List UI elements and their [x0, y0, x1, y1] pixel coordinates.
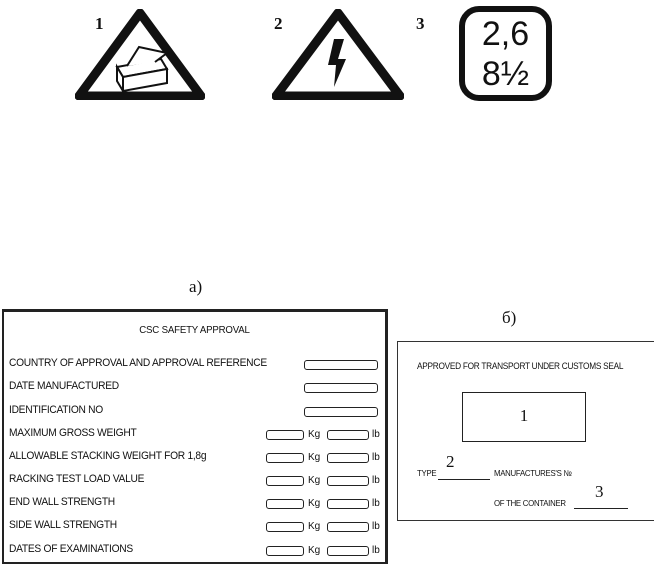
unit-kg: Kg	[308, 521, 321, 532]
sign-3-line2: 8½	[481, 55, 530, 93]
row-label-end-wall: END WALL STRENGTH	[9, 496, 115, 508]
field-box-kg	[266, 522, 304, 532]
field-box-country	[304, 360, 378, 370]
row-label-max-gross-weight: MAXIMUM GROSS WEIGHT	[9, 427, 137, 439]
field-box-kg	[266, 453, 304, 463]
customs-seal-plate	[397, 341, 654, 521]
unit-kg: Kg	[308, 498, 321, 509]
unit-lb: lb	[372, 429, 380, 440]
unit-lb: lb	[372, 452, 380, 463]
type-number: 2	[446, 452, 455, 471]
row-label-stacking-weight: ALLOWABLE STACKING WEIGHT FOR 1,8g	[9, 450, 207, 462]
sign-1-triangle	[75, 9, 205, 100]
field-box-lb	[327, 499, 369, 509]
row-label-dates-examinations: DATES OF EXAMINATIONS	[9, 543, 133, 555]
field-box-lb	[327, 476, 369, 486]
csc-safety-approval-plate	[2, 309, 388, 564]
lightning-bolt-icon	[272, 9, 404, 100]
sign-3-line1: 2,6	[481, 15, 530, 53]
sign-3-number: 3	[416, 14, 425, 33]
unit-kg: Kg	[308, 545, 321, 556]
field-box-lb	[327, 453, 369, 463]
sign-1-number: 1	[95, 14, 104, 33]
field-box-identification	[304, 407, 378, 417]
unit-lb: lb	[372, 521, 380, 532]
sign-2-triangle	[272, 9, 404, 100]
type-underline	[438, 479, 490, 480]
field-box-lb	[327, 522, 369, 532]
row-label-identification: IDENTIFICATION NO	[9, 404, 103, 416]
row-label-date-manufactured: DATE MANUFACTURED	[9, 380, 119, 392]
type-label: TYPE	[417, 468, 437, 478]
open-box-icon	[75, 9, 205, 100]
seal-number-box	[462, 392, 586, 442]
unit-kg: Kg	[308, 452, 321, 463]
container-label: OF THE CONTAINER	[494, 498, 566, 508]
seal-title: APPROVED FOR TRANSPORT UNDER CUSTOMS SEAL	[417, 361, 624, 371]
container-underline	[574, 508, 628, 509]
unit-lb: lb	[372, 545, 380, 556]
field-box-kg	[266, 476, 304, 486]
seal-box-number: 1	[519, 406, 529, 425]
field-box-lb	[327, 546, 369, 556]
unit-kg: Kg	[308, 429, 321, 440]
sign-3-plate	[459, 6, 552, 101]
container-number: 3	[595, 482, 604, 501]
field-box-lb	[327, 430, 369, 440]
unit-lb: lb	[372, 498, 380, 509]
field-box-kg	[266, 546, 304, 556]
row-label-side-wall: SIDE WALL STRENGTH	[9, 519, 117, 531]
plate-title: CSC SAFETY APPROVAL	[139, 324, 250, 336]
field-box-date	[304, 383, 378, 393]
manufacturer-label: MANUFACTURES'S №	[494, 468, 572, 478]
sign-2-number: 2	[274, 14, 283, 33]
row-label-racking-test: RACKING TEST LOAD VALUE	[9, 473, 145, 485]
unit-kg: Kg	[308, 475, 321, 486]
field-box-kg	[266, 499, 304, 509]
unit-lb: lb	[372, 475, 380, 486]
field-box-kg	[266, 430, 304, 440]
caption-b: б)	[502, 308, 517, 327]
caption-a: а)	[189, 277, 203, 296]
row-label-country: COUNTRY OF APPROVAL AND APPROVAL REFERENCE	[9, 357, 267, 369]
